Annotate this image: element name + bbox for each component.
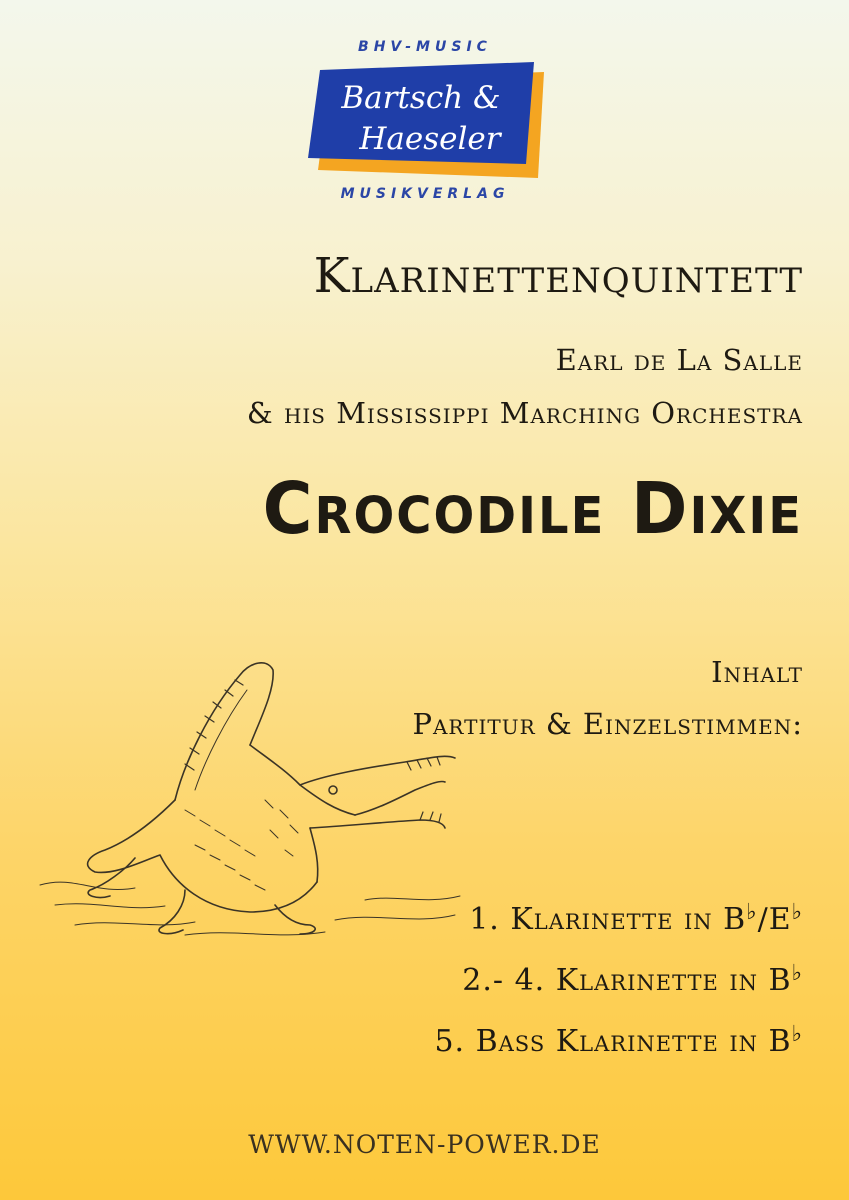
parts-list bbox=[434, 886, 803, 1069]
part-item: 1. Klarinette in B♭/E♭ bbox=[469, 900, 803, 937]
logo-brand-line1: Bartsch & bbox=[341, 80, 501, 116]
crocodile-illustration bbox=[35, 650, 475, 950]
contents-description: Partitur & Einzelstimmen: bbox=[412, 707, 803, 741]
part-item: 2.- 4. Klarinette in B♭ bbox=[462, 961, 803, 998]
contents-label: Inhalt bbox=[711, 655, 803, 689]
band-name: & his Mississippi Marching Orchestra bbox=[246, 396, 803, 430]
author-name: Earl de La Salle bbox=[555, 343, 803, 377]
piece-title: Crocodile Dixie bbox=[262, 468, 803, 551]
website-link[interactable]: WWW.NOTEN-POWER.DE bbox=[248, 1130, 601, 1159]
logo-brand-line2: Haeseler bbox=[359, 121, 501, 157]
part-item: 5. Bass Klarinette in B♭ bbox=[434, 1022, 803, 1059]
logo-bottom-text: MUSIKVERLAG bbox=[340, 186, 510, 202]
logo-top-text: BHV-MUSIC bbox=[358, 39, 492, 55]
publisher-logo bbox=[300, 36, 550, 206]
logo-badge bbox=[300, 36, 550, 206]
series-heading: Klarinettenquintett bbox=[313, 248, 803, 304]
